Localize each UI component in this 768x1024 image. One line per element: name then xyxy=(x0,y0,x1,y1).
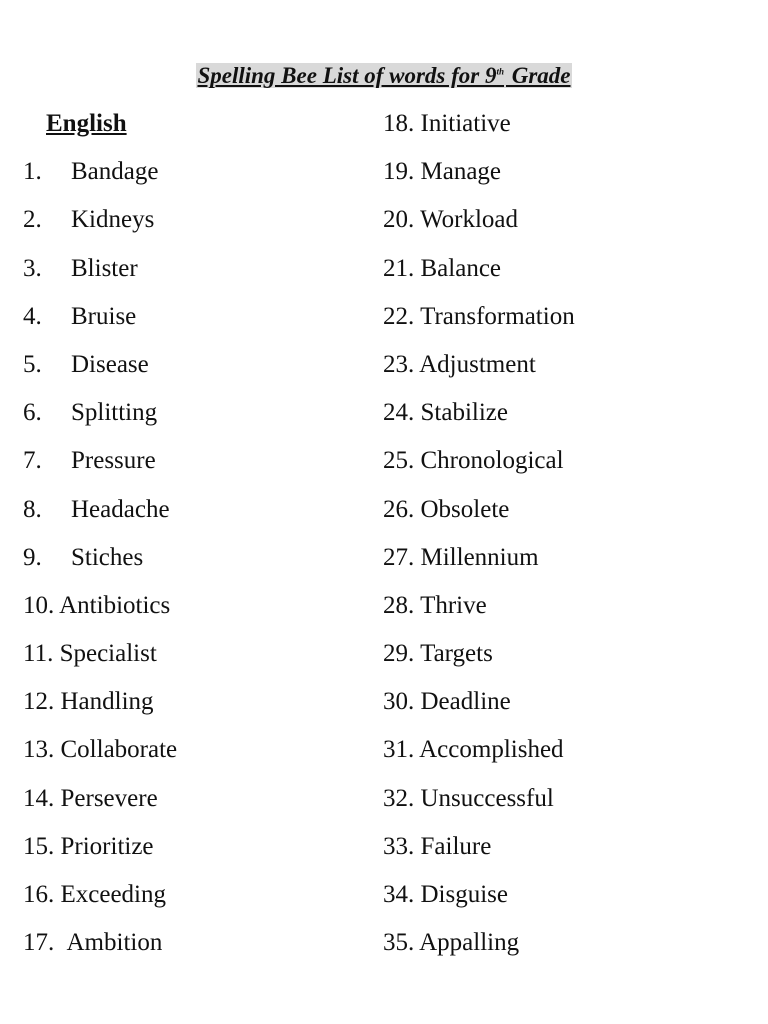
list-item xyxy=(23,389,353,437)
list-item xyxy=(383,148,753,196)
item-word: Chronological xyxy=(420,447,564,475)
item-word: Adjustment xyxy=(419,350,536,378)
item-word: Deadline xyxy=(420,688,511,716)
item-number: 27. xyxy=(383,543,415,571)
list-item xyxy=(23,678,353,726)
item-word: Balance xyxy=(420,254,502,282)
item-number: 12. xyxy=(23,688,55,716)
list-item xyxy=(23,726,353,774)
item-word: Exceeding xyxy=(60,881,167,908)
list-item xyxy=(383,389,753,437)
list-item xyxy=(383,486,753,534)
item-word: Kidneys xyxy=(71,206,155,234)
item-word: Millennium xyxy=(420,543,539,571)
item-word: Obsolete xyxy=(420,495,510,523)
document-title xyxy=(0,60,768,92)
list-item xyxy=(23,196,353,244)
item-number: 9. xyxy=(23,543,42,571)
item-number: 19. xyxy=(383,158,415,186)
item-word: Ambition xyxy=(66,929,163,957)
list-item xyxy=(23,486,353,534)
left-word-column xyxy=(23,100,353,967)
item-number: 5. xyxy=(23,350,42,378)
item-number: 30. xyxy=(383,688,415,716)
list-item xyxy=(23,245,353,293)
item-number: 32. xyxy=(383,784,415,812)
title-text-end: Grade xyxy=(506,63,571,88)
item-word: Targets xyxy=(420,640,493,668)
item-word: Collaborate xyxy=(60,736,178,764)
item-number: 6. xyxy=(23,399,42,427)
item-number: 15. xyxy=(23,832,55,860)
list-item xyxy=(23,919,353,967)
item-number: 18. xyxy=(383,110,415,137)
item-number: 10. xyxy=(23,591,55,619)
item-number: 35. xyxy=(383,929,415,957)
item-number: 25. xyxy=(383,447,415,475)
item-number: 20. xyxy=(383,206,415,234)
item-word: Thrive xyxy=(420,591,487,619)
item-word: Bruise xyxy=(71,302,137,330)
item-number: 7. xyxy=(23,447,42,475)
list-item xyxy=(23,775,353,823)
list-item xyxy=(23,293,353,341)
list-item xyxy=(383,245,753,293)
item-number: 1. xyxy=(23,158,42,186)
list-item xyxy=(383,196,753,244)
item-number: 3. xyxy=(23,254,42,282)
item-number: 29. xyxy=(383,640,415,668)
item-word: Disguise xyxy=(420,881,508,908)
list-item xyxy=(23,437,353,485)
list-item xyxy=(383,678,753,726)
item-word: Appalling xyxy=(419,929,520,957)
item-word: Persevere xyxy=(60,784,158,812)
section-heading: English xyxy=(46,110,127,137)
item-word: Initiative xyxy=(420,110,511,137)
list-item xyxy=(383,871,753,919)
item-number: 31. xyxy=(383,736,415,764)
right-word-list xyxy=(383,100,753,967)
item-word: Splitting xyxy=(71,399,158,427)
item-word: Accomplished xyxy=(419,736,564,764)
item-number: 22. xyxy=(383,302,415,330)
item-number: 4. xyxy=(23,302,42,330)
item-word: Headache xyxy=(71,495,170,523)
list-item xyxy=(383,100,753,148)
item-number: 33. xyxy=(383,832,415,860)
list-item xyxy=(23,534,353,582)
list-item xyxy=(383,534,753,582)
item-number: 24. xyxy=(383,399,415,427)
item-word: Specialist xyxy=(59,640,157,668)
item-number: 16. xyxy=(23,881,55,908)
item-word: Failure xyxy=(420,832,492,860)
list-item xyxy=(383,341,753,389)
list-item xyxy=(383,630,753,678)
title-highlight xyxy=(196,63,505,88)
list-item xyxy=(23,871,353,919)
item-number: 2. xyxy=(23,206,42,234)
item-number: 26. xyxy=(383,495,415,523)
list-item xyxy=(383,775,753,823)
item-number: 11. xyxy=(23,640,54,668)
item-word: Transformation xyxy=(420,302,575,330)
list-item xyxy=(23,630,353,678)
item-number: 17. xyxy=(23,929,55,957)
list-item xyxy=(383,437,753,485)
item-number: 23. xyxy=(383,350,415,378)
list-item xyxy=(383,726,753,774)
item-word: Prioritize xyxy=(60,832,154,860)
title-superscript: th xyxy=(496,66,504,77)
item-word: Disease xyxy=(71,350,149,378)
item-word: Bandage xyxy=(71,158,159,186)
list-item xyxy=(383,919,753,967)
list-item xyxy=(23,582,353,630)
list-item xyxy=(383,293,753,341)
list-item xyxy=(23,341,353,389)
right-word-column xyxy=(383,100,753,967)
left-word-list xyxy=(23,148,353,967)
item-word: Pressure xyxy=(71,447,156,475)
item-word: Blister xyxy=(71,254,138,282)
item-number: 28. xyxy=(383,591,415,619)
title-text: Spelling Bee List of words for 9 xyxy=(197,63,497,88)
item-word: Manage xyxy=(420,158,502,186)
item-number: 13. xyxy=(23,736,55,764)
item-number: 21. xyxy=(383,254,415,282)
item-word: Workload xyxy=(420,206,519,234)
item-word: Stabilize xyxy=(420,399,508,427)
item-word: Handling xyxy=(60,688,154,716)
list-item xyxy=(23,823,353,871)
item-word: Antibiotics xyxy=(59,591,171,619)
item-number: 8. xyxy=(23,495,42,523)
item-number: 14. xyxy=(23,784,55,812)
item-number: 34. xyxy=(383,881,415,908)
list-item xyxy=(23,148,353,196)
list-item xyxy=(383,823,753,871)
item-word: Unsuccessful xyxy=(420,784,554,812)
item-word: Stiches xyxy=(71,543,144,571)
list-item xyxy=(383,582,753,630)
